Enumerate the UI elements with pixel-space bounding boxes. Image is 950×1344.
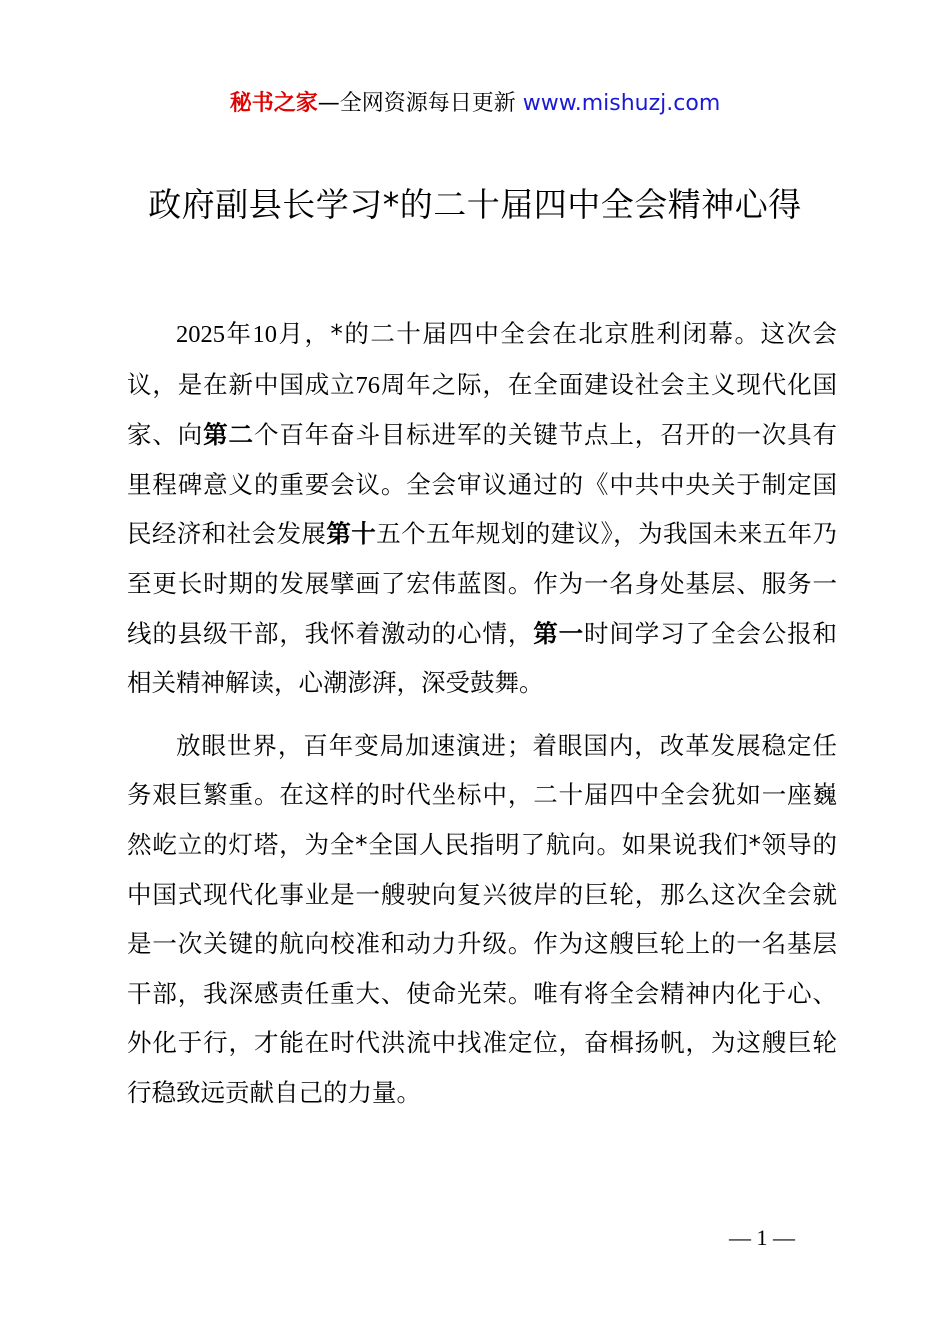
text-run: 个百年奋斗目标进军的关键节点上，召开的一次具有里程碑意义的重要会议。全会审议通过的《中共中央关于制定国民经济和社会发展: [127, 420, 838, 549]
month-number: 10: [252, 321, 278, 348]
document-body: [127, 309, 837, 1131]
anniversary-number: 76: [355, 371, 380, 399]
text-run: 五个五年规划的建议》，为我国未来五年乃至更长时期的发展擘画了宏伟蓝图。作为一名身处基层、服务一线的县级干部，我怀着激动的心情，: [127, 519, 838, 648]
document-title: 政府副县长学习*的二十届四中全会精神心得: [148, 185, 802, 224]
bold-text: 第二: [203, 420, 254, 450]
text-run: 年: [225, 319, 253, 348]
brand-name: 秘书之家: [229, 91, 318, 116]
bold-text: 第十: [326, 519, 377, 549]
text-run: 月，*的二十届四中全会在北京胜利闭幕。这次会议，是在新中国成立: [127, 319, 838, 399]
paragraph-1: [127, 309, 837, 708]
paragraph-2: 放眼世界，百年变局加速演进；着眼国内，改革发展稳定任务艰巨繁重。在这样的时代坐标中，二十届四中全会犹如一座巍然屹立的灯塔，为全*全国人民指明了航向。如果说我们*领导的中国式现代化事业是一艘驶向复兴彼岸的巨轮，那么这次全会就是一次关键的航向校准和动力升级。作为这艘巨轮上的一名基层干部，我深感责任重大、使命光荣。唯有将全会精神内化于心、外化于行，才能在时代洪流中找准定位，奋楫扬帆，为这艘巨轮行稳致远贡献自己的力量。: [127, 730, 837, 1107]
site-url-link[interactable]: www.mishuzj.com: [522, 91, 721, 116]
year-number: 2025: [176, 321, 225, 348]
text-run: 周年之际，在全面建设社会主义现代化国家、向: [127, 369, 837, 450]
bold-text: 第一: [533, 618, 585, 648]
header-tagline: —全网资源每日更新: [317, 91, 523, 116]
site-header: [0, 88, 950, 120]
text-run: 时间学习了全会公报和相关精神解读，心潮澎湃，深受鼓舞。: [127, 618, 838, 698]
page-number: — 1 —: [729, 1225, 795, 1250]
